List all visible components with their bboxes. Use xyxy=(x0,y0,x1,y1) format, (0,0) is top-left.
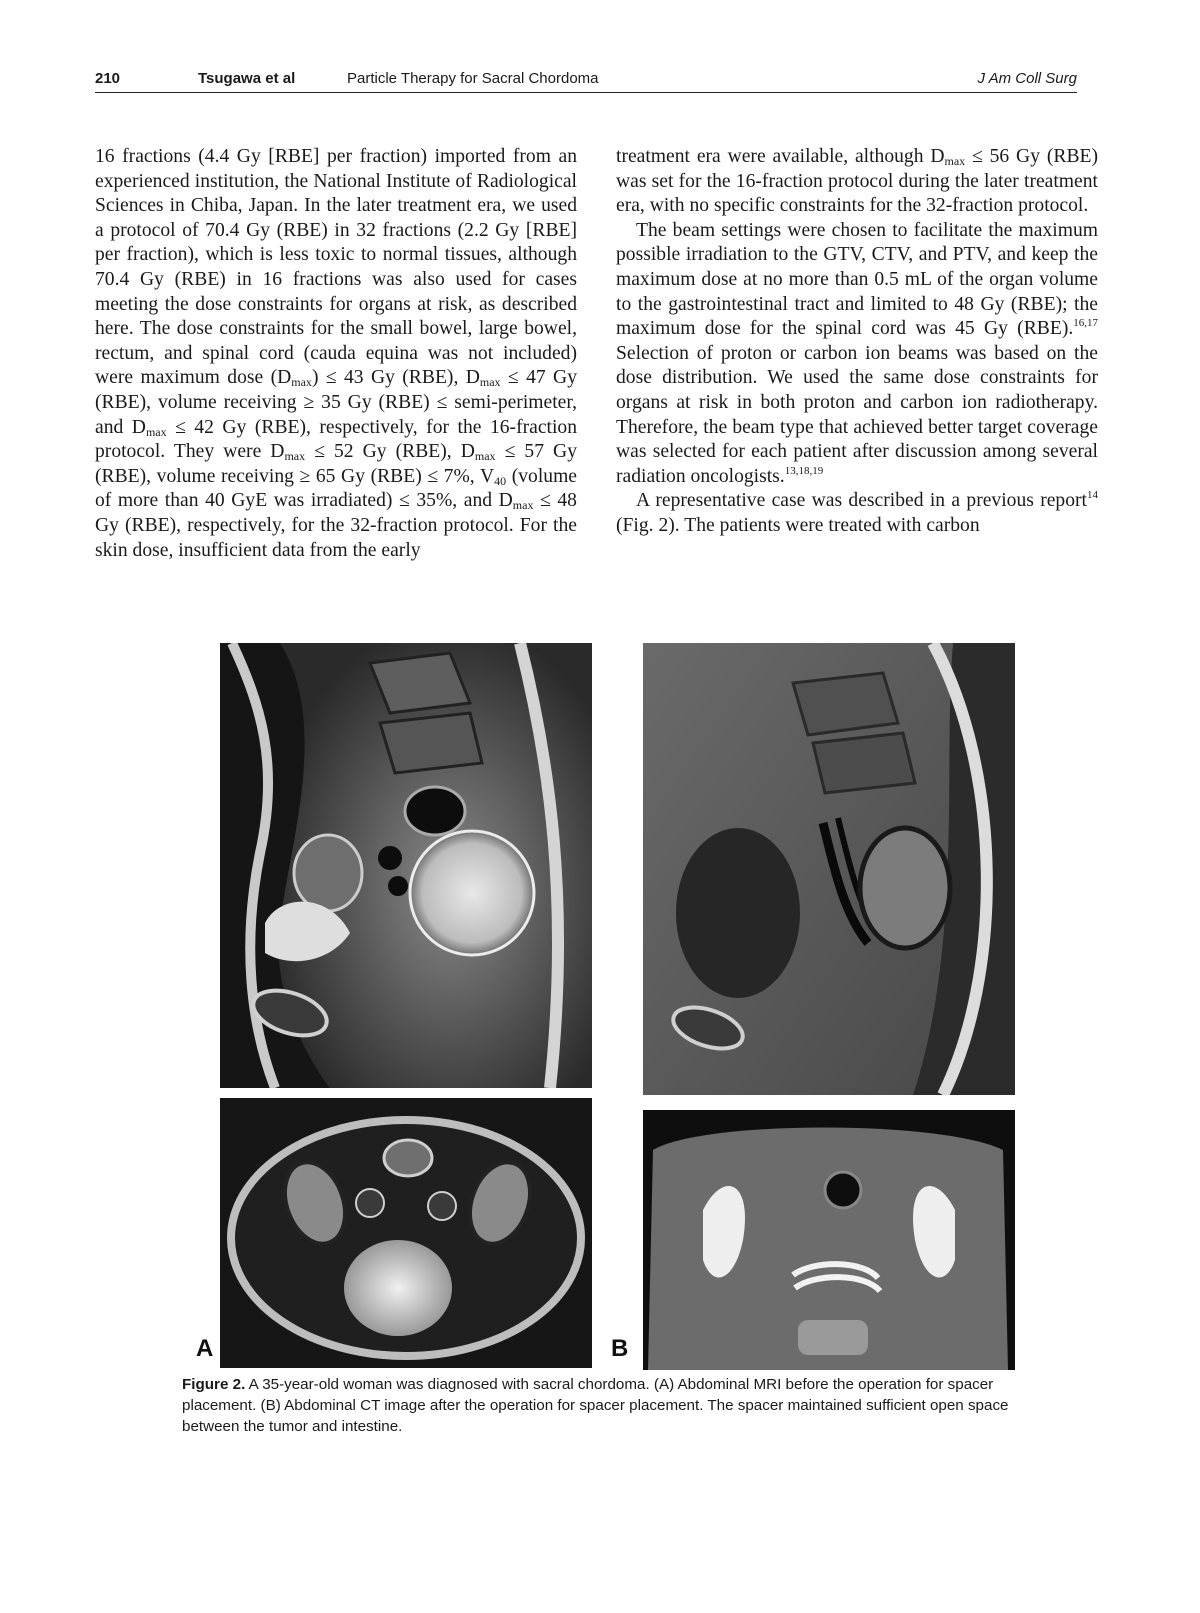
page-number: 210 xyxy=(95,70,121,87)
figure-caption xyxy=(182,1374,1014,1437)
running-title: Particle Therapy for Sacral Chordoma xyxy=(347,70,599,87)
mri-sagittal-image xyxy=(220,643,592,1088)
caption-label: Figure 2. xyxy=(182,1376,246,1393)
journal-name: J Am Coll Surg xyxy=(977,70,1077,87)
mri-axial-image xyxy=(220,1098,592,1368)
panel-label-a: A xyxy=(196,1335,214,1362)
paragraph-beam-settings: The beam settings were chosen to facilitate the maximum possible irradiation to the GTV, CTV, and PTV, and keep the maximum dose at no more than 0.5 mL of the organ volume to the gastrointestinal tract and limited to 48 Gy (RBE); the maximum dose for the spinal cord was 45 Gy (RBE).$^{16,17}$ Selection of proton or carbon ion beams was based on the dose distribution. We used the same dose constraints for organs at risk in both proton and carbon ion radiotherapy. Therefore, the beam type that achieved better target coverage was selected for each patient after discussion among several radiation oncologists.$^{13,18,19}$ xyxy=(616,219,1098,487)
right-column xyxy=(616,145,1098,539)
paragraph-dose-constraints: 16 fractions (4.4 Gy [RBE] per fraction) imported from an experienced institution, the National Institute of Radiological Sciences in Chiba, Japan. In the later treatment era, we used a protocol of 70.4 Gy (RBE) in 32 fractions (2.2 Gy [RBE] per fraction), which is less toxic to normal tissues, although 70.4 Gy (RBE) in 16 fractions was also used for cases meeting the dose constraints for organs at risk, as described here. The dose constraints for the small bowel, large bowel, rectum, and spinal cord (cauda equina was not included) were maximum dose $(D_{max}) \le 43$ Gy (RBE), $D_{max} \le 47$ Gy (RBE), volume receiving ≥ 35 Gy (RBE) ≤ semi-perimeter, and $D_{max} \le 42$ Gy (RBE), respectively, for the 16-fraction protocol. They were $D_{max} \le 52$ Gy (RBE), $D_{max} \le 57$ Gy (RBE), volume receiving ≥ 65 Gy (RBE) ≤ 7%, $V_{40}$ (volume of more than 40 GyE was irradiated) ≤ 35%, and $D_{max} \le 48$ Gy (RBE), respectively, for the 32-fraction protocol. For the skin dose, insufficient data from the early xyxy=(95,146,578,561)
citation: 13,18,19 xyxy=(784,464,824,477)
citation: 16,17 xyxy=(1073,317,1098,330)
ct-axial-image xyxy=(643,1110,1015,1370)
paragraph-skin-dose: treatment era were available, although $D_{max} \le 56$ Gy (RBE) was set for the 16-fraction protocol during the later treatment era, with no specific constraints for the 32-fraction protocol. xyxy=(616,146,1099,217)
running-header xyxy=(95,64,1077,93)
panel-label-b: B xyxy=(611,1335,629,1362)
left-column xyxy=(95,145,577,563)
paragraph-representative-case: A representative case was described in a previous report$^{14}$ (Fig. 2). The patients were treated with carbon xyxy=(616,489,1098,536)
mri-sagittal-spacer-image xyxy=(643,643,1015,1095)
running-authors: Tsugawa et al xyxy=(198,70,296,87)
citation: 14 xyxy=(1087,489,1098,502)
caption-text: A 35-year-old woman was diagnosed with sacral chordoma. (A) Abdominal MRI before the operation for spacer placement. (B) Abdominal CT image after the operation for spacer placement. The spacer maintained sufficient open space between the tumor and intestine. xyxy=(182,1376,1009,1435)
